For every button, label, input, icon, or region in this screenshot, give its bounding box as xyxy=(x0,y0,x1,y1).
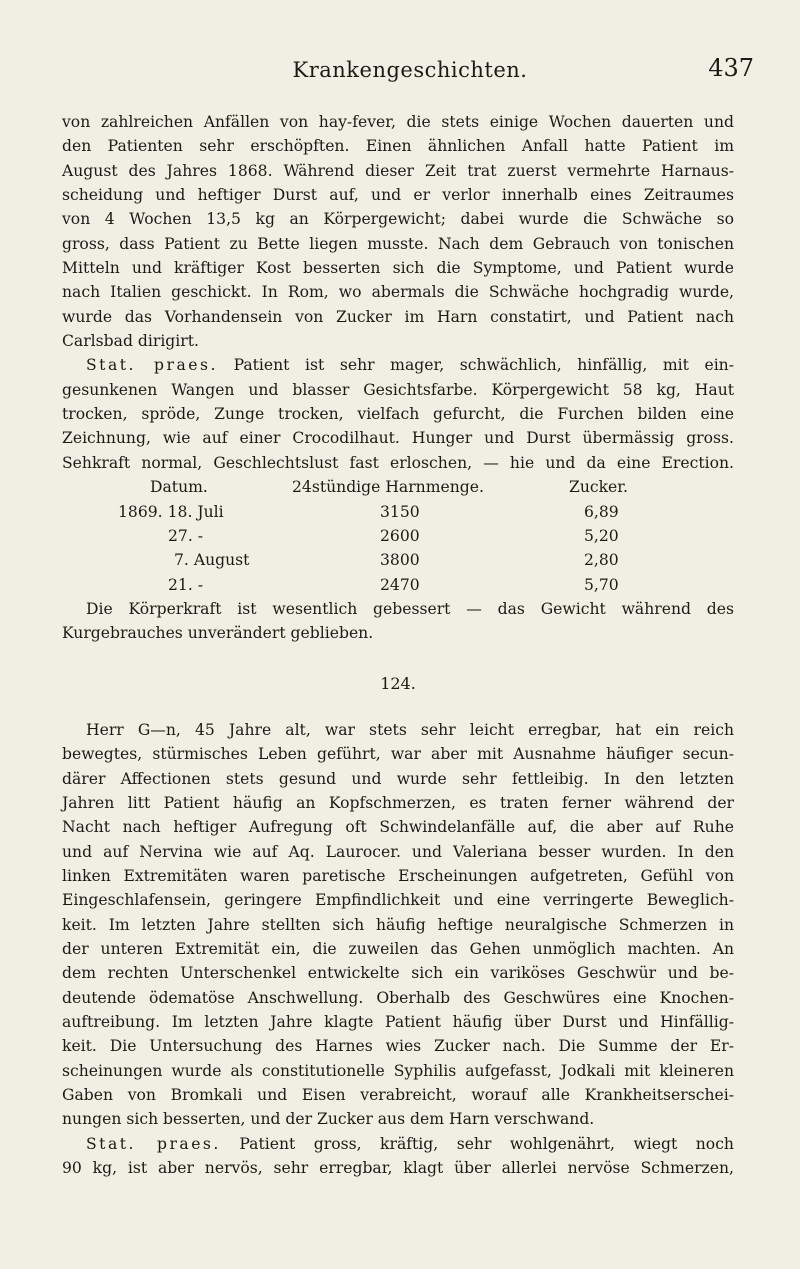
table-header-row xyxy=(62,475,734,499)
case-number-heading: 124. xyxy=(380,673,416,693)
text-line: linken Extremitäten waren paretische Erscheinungen aufgetreten, Gefühl von xyxy=(62,866,734,885)
text-line: bewegtes, stürmisches Leben geführt, war aber mit Ausnahme häufiger secun- xyxy=(62,745,734,764)
text-line xyxy=(62,353,734,377)
text-line: Zeichnung, wie auf einer Crocodilhaut. Hunger und Durst übermässig gross. xyxy=(62,429,734,448)
text-line: Mitteln und kräftiger Kost besserten sich die Symptome, und Patient wurde xyxy=(62,259,734,278)
status-praesens-label: Stat. praes. xyxy=(86,1134,221,1153)
text-line: August des Jahres 1868. Während dieser Zeit trat zuerst vermehrte Harnaus- xyxy=(62,161,734,180)
text-line: keit. Im letzten Jahre stellten sich häufig heftige neuralgische Schmerzen in xyxy=(62,915,734,934)
table-cell-sugar: 5,70 xyxy=(584,575,619,594)
table-cell-sugar: 2,80 xyxy=(584,551,619,570)
text-line: nach Italien geschickt. In Rom, wo abermals die Schwäche hochgradig wurde, xyxy=(62,283,734,302)
text-line: Die Körperkraft ist wesentlich gebessert — das Gewicht während des xyxy=(86,599,734,618)
page-body xyxy=(62,110,734,1180)
table-row xyxy=(62,524,734,548)
text-line: scheidung und heftiger Durst auf, und er verlor innerhalb eines Zeitraumes xyxy=(62,186,734,205)
text-line: wurde das Vorhandensein von Zucker im Harn constatirt, und Patient nach xyxy=(62,307,734,326)
column-header-sugar: Zucker. xyxy=(569,478,628,497)
text-line: auftreibung. Im letzten Jahre klagte Patient häufig über Durst und Hinfällig- xyxy=(62,1013,734,1032)
text-line: gross, dass Patient zu Bette liegen musste. Nach dem Gebrauch von tonischen xyxy=(62,234,734,253)
text-line: und auf Nervina wie auf Aq. Laurocer. und Valeriana besser wurden. In den xyxy=(62,842,734,861)
text-line: keit. Die Untersuchung des Harnes wies Zucker nach. Die Summe der Er- xyxy=(62,1037,734,1056)
text-line: Carlsbad dirigirt. xyxy=(62,332,199,351)
table-cell-date: 27. - xyxy=(168,526,204,545)
text-line: därer Affectionen stets gesund und wurde sehr fettleibig. In den letzten xyxy=(62,769,734,788)
column-header-urine-volume: 24stündige Harnmenge. xyxy=(292,478,484,497)
table-cell-date: 21. - xyxy=(168,575,204,594)
paragraph-case-124-history xyxy=(62,718,734,1132)
table-cell-sugar: 6,89 xyxy=(584,502,619,521)
table-row xyxy=(62,548,734,572)
paragraph-status-praesens xyxy=(62,1132,734,1181)
page-number: 437 xyxy=(708,54,754,82)
text-line: gesunkenen Wangen und blasser Gesichtsfarbe. Körpergewicht 58 kg, Haut xyxy=(62,380,734,399)
table-row xyxy=(62,573,734,597)
table-cell-date: 1869. 18. Juli xyxy=(118,502,224,521)
table-cell-volume: 2600 xyxy=(380,526,420,545)
text-line: von zahlreichen Anfällen von hay-fever, die stets einige Wochen dauerten und xyxy=(62,113,734,131)
paragraph-status-praesens xyxy=(62,353,734,475)
text-line: nungen sich besserten, und der Zucker aus dem Harn verschwand. xyxy=(62,1110,595,1129)
table-cell-volume: 3800 xyxy=(380,551,420,570)
text-line: Gaben von Bromkali und Eisen verabreicht, worauf alle Krankheitserschei- xyxy=(62,1086,734,1105)
text-line: Jahren litt Patient häufig an Kopfschmerzen, es traten ferner während der xyxy=(62,793,734,812)
text-line: 90 kg, ist aber nervös, sehr erregbar, klagt über allerlei nervöse Schmerzen, xyxy=(62,1159,734,1178)
text-line: von 4 Wochen 13,5 kg an Körpergewicht; dabei wurde die Schwäche so xyxy=(62,210,734,229)
table-cell-volume: 2470 xyxy=(380,575,420,594)
table-row xyxy=(62,500,734,524)
text-line: Kurgebrauches unverändert geblieben. xyxy=(62,624,374,643)
column-header-date: Datum. xyxy=(150,478,208,497)
text-line: dem rechten Unterschenkel entwickelte sich ein variköses Geschwür und be- xyxy=(62,964,734,983)
text-line: Sehkraft normal, Geschlechtslust fast erloschen, — hie und da eine Erection. xyxy=(62,453,734,472)
text-line: Herr G—n, 45 Jahre alt, war stets sehr leicht erregbar, hat ein reich xyxy=(86,720,734,739)
text-line: trocken, spröde, Zunge trocken, vielfach gefurcht, die Furchen bilden eine xyxy=(62,405,734,424)
text-line: scheinungen wurde als constitutionelle Syphilis aufgefasst, Jodkali mit kleineren xyxy=(62,1061,734,1080)
text-line: der unteren Extremität ein, die zuweilen das Gehen unmöglich machten. An xyxy=(62,940,734,958)
running-header xyxy=(60,54,760,86)
text-span: Patient gross, kräftig, sehr wohlgenährt, wiegt noch xyxy=(220,1134,734,1153)
table-cell-date: 7. August xyxy=(174,551,250,570)
urine-sugar-table xyxy=(62,475,734,597)
paragraph-case-123-history xyxy=(62,110,734,353)
text-line: deutende ödematöse Anschwellung. Oberhalb des Geschwüres eine Knochen- xyxy=(62,988,734,1007)
table-cell-sugar: 5,20 xyxy=(584,526,619,545)
text-line xyxy=(62,1132,734,1156)
table-cell-volume: 3150 xyxy=(380,502,420,521)
text-line: den Patienten sehr erschöpften. Einen ähnlichen Anfall hatte Patient im xyxy=(62,137,734,156)
status-praesens-label: Stat. praes. xyxy=(86,356,218,375)
text-line: Nacht nach heftiger Aufregung oft Schwindelanfälle auf, die aber auf Ruhe xyxy=(62,818,734,837)
running-title: Krankengeschichten. xyxy=(292,58,528,82)
paragraph-outcome xyxy=(62,597,734,646)
text-line: Eingeschlafensein, geringere Empfindlichkeit und eine verringerte Beweglich- xyxy=(62,891,734,910)
text-span: Patient ist sehr mager, schwächlich, hinfällig, mit ein- xyxy=(217,356,734,375)
